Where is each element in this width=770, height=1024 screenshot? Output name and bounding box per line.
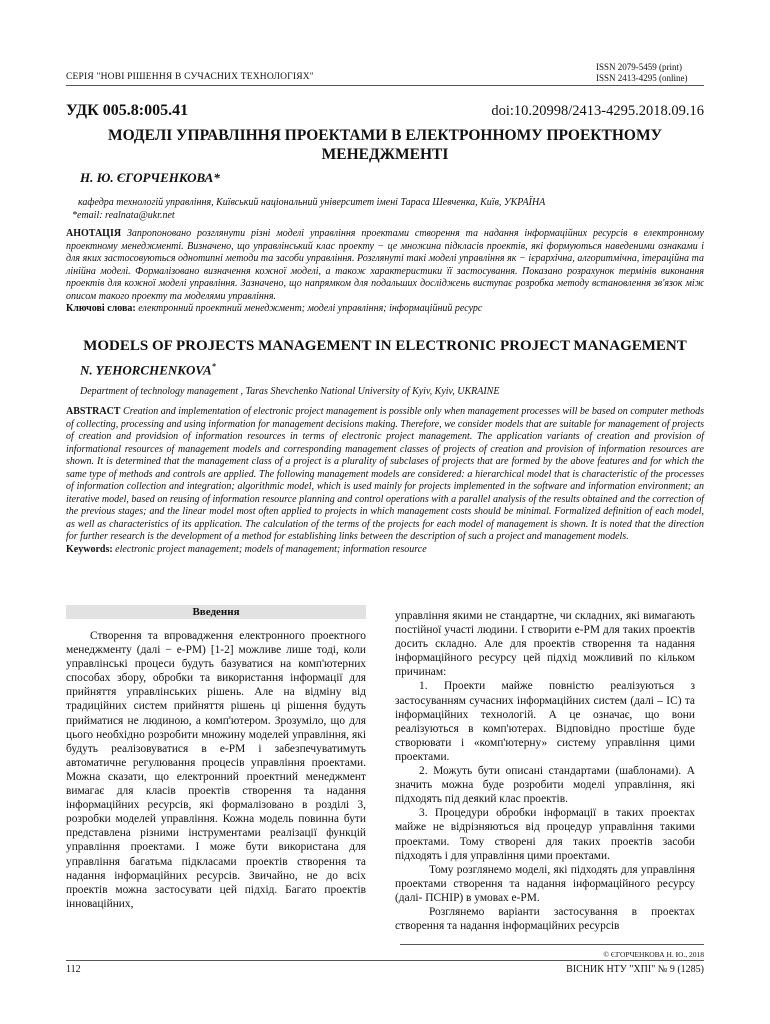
author-email[interactable]: *email: realnata@ukr.net xyxy=(72,210,175,221)
abstract-en-label: ABSTRACT xyxy=(66,406,121,417)
abstract-english xyxy=(66,406,704,556)
issn-block xyxy=(596,62,688,84)
footer-rule xyxy=(66,960,704,961)
paragraph: 1. Проекти майже повністю реалізуються з застосуванням сучасних інформаційних систем (далі – ІС) та інформаційних технологій. А це означає, що вони реалізуються в комп'ютерах. Відповідно простіше буде створювати і «комп'ютерну» систему управління цими проектами. xyxy=(395,680,695,763)
page-number: 112 xyxy=(66,964,81,975)
copyright-notice: © ЄГОРЧЕНКОВА Н. Ю., 2018 xyxy=(603,950,704,959)
affiliation-ukrainian xyxy=(66,196,704,222)
header-rule xyxy=(66,85,704,86)
keywords-uk-text: електронний проектний менеджмент; моделі управління; інформаційний ресурс xyxy=(135,303,483,314)
keywords-uk-label: Ключові слова: xyxy=(66,303,136,314)
affiliation-text: кафедра технологій управління, Київський національний університет імені Тараса Шевченка, Київ, УКРАЇНА xyxy=(78,197,546,208)
keywords-en-label: Keywords: xyxy=(66,543,113,555)
issn-online: ISSN 2413-4295 (online) xyxy=(596,73,688,83)
doi-link[interactable]: doi:10.20998/2413-4295.2018.09.16 xyxy=(491,103,704,119)
affiliation-english: Department of technology management , Taras Shevchenko National University of Kyiv, Kyiv, UKRAINE xyxy=(80,386,500,397)
abstract-en-text: Creation and implementation of electronic project management is possible only when management processes will be based on computer methods of collecting, processing and using information for management decisions making. Therefore, we consider models that are suitable for management of projects of creation and providsion of information resources in terms of electronic project management. The application variants of creation and provision of informational resources of management models and corresponding management classes of projects of creation and provision of information resources are shown. It is determined that the management class of a project is a plurality of subclases of projects that are formed by the above features and for which the same type of methods and controls are applied. The following management models are considered: a hierarchical model that is characteristic of the processes of information collection and integration; algorithmic model, which is used mainly for projects implemented in the software and information environment; an iterative model, based on reusing of information resource planning and control operations with a parallel analysis of the results obtained and the correction of the previous stages; and the linear model most often applied to projects in which management costs should be minimal. Formalized definition of each model, as well as characteristics of its application. The calculation of the terms of the projects for each model of management is shown. It is noted that the direction for further research is the development of a method for establishing links between the description of such a project and management models. xyxy=(66,406,704,542)
issn-print: ISSN 2079-5459 (print) xyxy=(596,62,682,72)
abstract-ukrainian xyxy=(66,228,704,316)
title-english: MODELS OF PROJECTS MANAGEMENT IN ELECTRONIC PROJECT MANAGEMENT xyxy=(83,338,687,354)
paragraph: 2. Можуть бути описані стандартами (шаблонами). А значить можна буде розробити моделі управління, які підходять під деякий клас проектів. xyxy=(395,765,695,806)
section-heading-introduction: Введення xyxy=(66,605,366,619)
paragraph: Тому розглянемо моделі, які підходять для управління проектами створення та надання інформаційного ресурсу (далі- ПСНІР) в умовах е-РМ. xyxy=(395,863,695,904)
keywords-en-text: electronic project management; models of management; information resource xyxy=(112,543,427,555)
paragraph: управління якими не стандартне, чи складних, які вимагають постійної участі людини. І створити е-РМ для таких проектів досить складно. Але для проектів створення та надання інформаційного ресурсу цей підхід можливий по кільком причинам: xyxy=(395,610,695,679)
author-en-mark: * xyxy=(211,362,216,371)
journal-issue: ВІСНИК НТУ "ХПІ" № 9 (1285) xyxy=(566,964,704,975)
body-column-left xyxy=(66,605,366,911)
body-column-right xyxy=(395,609,695,933)
abstract-uk-text: Запропоновано розглянути різні моделі управління проектами створення та надання інформаційних ресурсів в електронному проектному менеджменті. Визначено, що управлінський клас проекту − це множина підкласів проектів, які формуються наведеними ознаками і для яких застосовуються однотипні методи та засоби управління. Розглянуті такі моделі управління як − ієрархічна, алгоритмічна, ітераційна та лінійна моделі. Формалізовано визначення кожної моделі, а також характеристики її застосування. Показано розрахунок термінів виконання проектів для кожної моделі управління. Зазначено, що напрямком для подальших досліджень виступає розробка методу встановлення зв'язок між описом такого проекту та моделями управління. xyxy=(66,228,704,302)
abstract-uk-label: АНОТАЦІЯ xyxy=(66,228,122,239)
paragraph: Створення та впровадження електронного проектного менеджменту (далі − е-РМ) [1-2] можливе лише тоді, коли управлінські процеси будуть базуватися на комп'ютерних способах збору, обробки та використання інформації для прийняття управлінських рішень. Але на відміну від традиційних систем прийняття рішень ці рішення будуть прийматися не людиною, а комп'ютером. Зрозуміло, що для цього необхідно розробити множину моделей управління, які будуть реалізовуватися в е-РМ і забезпечуватимуть автоматичне регулювання процесів управління проектами. Можна сказати, що електронний проектний менеджмент вимагає для класів проектів створення та надання інформаційних ресурсів, які формалізовано в розділі 3, розробки моделей управління. Кожна модель повинна бути представлена різними інструментами реалізації функцій управління проектами. І може бути використана для управління багатьма підкласами проектів створення та надання інформаційних ресурсів. Звичайно, не до всіх проектів можна застосувати цей підхід. Багато проектів інноваційних, xyxy=(66,630,366,910)
author-ukrainian: Н. Ю. ЄГОРЧЕНКОВА* xyxy=(80,170,220,185)
paragraph: 3. Процедури обробки інформації в таких проектах майже не відрізняються від процедур управління такими проектами. Тому створені для таких проектів засоби підходять і для управління цими проектами. xyxy=(395,807,695,862)
footnote-rule xyxy=(400,944,704,945)
author-english xyxy=(80,362,216,378)
author-en-name: N. YEHORCHENKOVA xyxy=(80,362,212,378)
paragraph: Розглянемо варіанти застосування в проектах створення та надання інформаційних ресурсів xyxy=(395,905,695,933)
journal-series: СЕРІЯ "НОВІ РІШЕННЯ В СУЧАСНИХ ТЕХНОЛОГІЯХ" xyxy=(66,72,314,82)
title-ukrainian: МОДЕЛІ УПРАВЛІННЯ ПРОЕКТАМИ В ЕЛЕКТРОННОМУ ПРОЕКТНОМУ МЕНЕДЖМЕНТІ xyxy=(108,127,662,163)
udk-code: УДК 005.8:005.41 xyxy=(66,102,189,119)
